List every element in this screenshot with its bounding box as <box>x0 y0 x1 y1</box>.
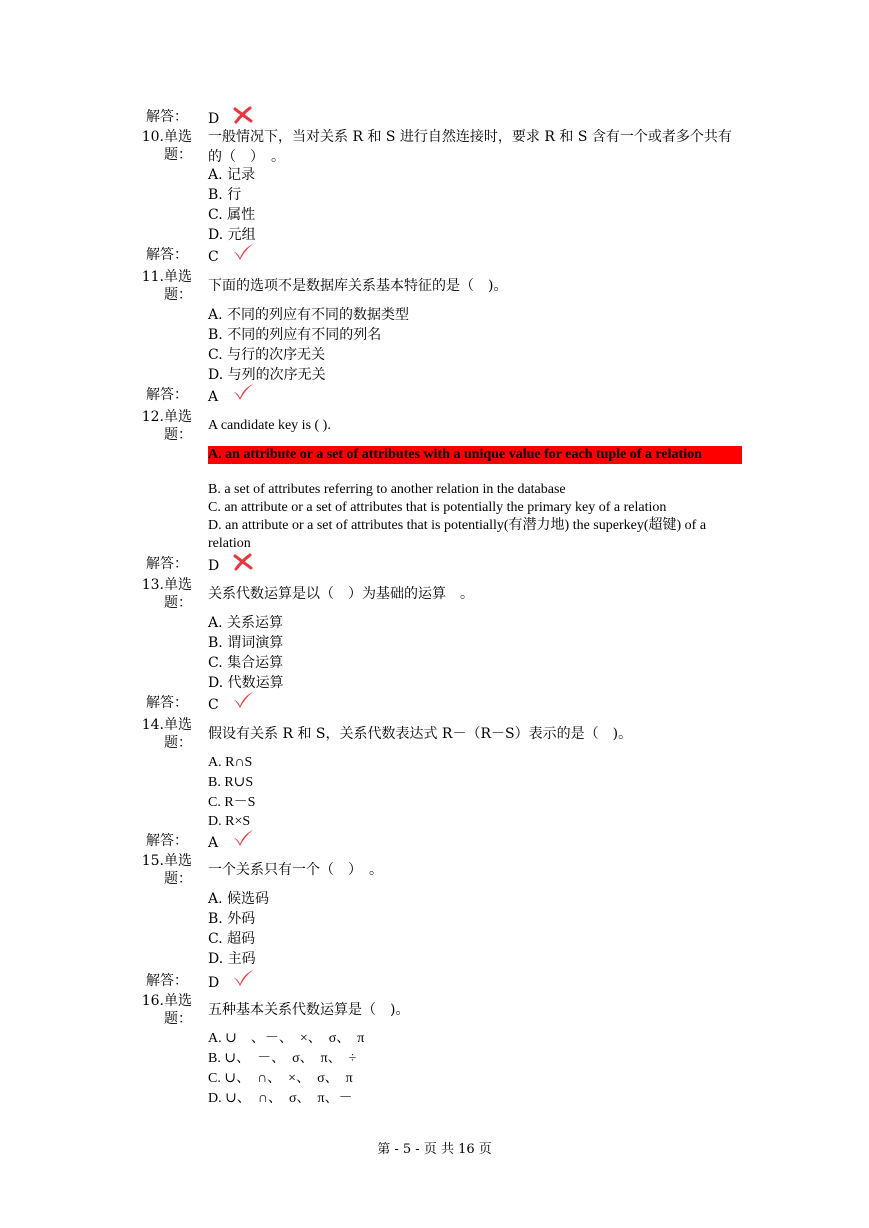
answer-value: D <box>208 975 220 991</box>
option-c: C. ∪、 ∩、 ×、 σ、 π <box>208 1071 353 1086</box>
option-c: C. R－S <box>208 795 256 810</box>
option-b: B. a set of attributes referring to another relation in the database <box>208 482 566 497</box>
check-icon <box>232 969 254 987</box>
option-a: A. ∪ 、－、 ×、 σ、 π <box>208 1031 365 1046</box>
option-d: D. an attribute or a set of attributes that is potentially(有潜力地) the superkey(超键) of a relation <box>208 518 707 551</box>
page-footer: 第 - 5 - 页 共 16 页 <box>377 1142 492 1157</box>
option-d: D. 主码 <box>208 951 256 967</box>
answer-label: 解答： <box>146 695 188 711</box>
question-text: 假设有关系 R 和 S，关系代数表达式 R－（R－S）表示的是（ )。 <box>208 726 633 742</box>
question-text: 下面的选项不是数据库关系基本特征的是（ )。 <box>208 278 508 294</box>
question-number: 16.单选 <box>141 993 192 1009</box>
option-b: B. 行 <box>208 187 242 203</box>
question-number: 11.单选 <box>141 269 192 285</box>
question-type: 题： <box>164 147 192 163</box>
question-number: 12.单选 <box>141 409 192 425</box>
option-c: C. 集合运算 <box>208 655 284 671</box>
answer-value: A <box>208 389 219 405</box>
option-b: B. 谓词演算 <box>208 635 284 651</box>
check-icon <box>232 383 254 401</box>
answer-value: A <box>208 835 219 851</box>
question-type: 题： <box>164 595 192 611</box>
check-icon <box>232 691 254 709</box>
option-a: A. 关系运算 <box>208 615 284 631</box>
option-c: C. 属性 <box>208 207 256 223</box>
question-type: 题： <box>164 871 192 887</box>
option-b: B. ∪、 －、 σ、 π、 ÷ <box>208 1051 357 1066</box>
answer-label: 解答： <box>146 387 188 403</box>
question-text: 关系代数运算是以（ ）为基础的运算 。 <box>208 586 474 602</box>
answer-value: D <box>208 558 220 574</box>
option-d: D. 元组 <box>208 227 256 243</box>
question-text: 一般情况下，当对关系 R 和 S 进行自然连接时，要求 R 和 S 含有一个或者多个共有的（ ） 。 <box>208 129 732 165</box>
question-number: 13.单选 <box>141 577 192 593</box>
option-c: C. 超码 <box>208 931 256 947</box>
cross-icon <box>232 553 254 571</box>
question-text: 一个关系只有一个（ ） 。 <box>208 862 383 878</box>
option-c: C. 与行的次序无关 <box>208 347 326 363</box>
answer-label: 解答： <box>146 973 188 989</box>
option-a: A. 候选码 <box>208 891 270 907</box>
option-a: A. 不同的列应有不同的数据类型 <box>208 307 410 323</box>
option-a: A. R∩S <box>208 755 253 770</box>
question-text: A candidate key is ( ). <box>208 418 331 433</box>
option-d: D. 与列的次序无关 <box>208 367 326 383</box>
option-b: B. 不同的列应有不同的列名 <box>208 327 382 343</box>
option-d: D. ∪、 ∩、 σ、 π、－ <box>208 1091 353 1106</box>
check-icon <box>232 829 254 847</box>
answer-value: C <box>208 697 219 713</box>
option-b: B. 外码 <box>208 911 256 927</box>
question-number: 10.单选 <box>141 129 192 145</box>
answer-value: C <box>208 249 219 265</box>
question-type: 题： <box>164 1011 192 1027</box>
question-type: 题： <box>164 287 192 303</box>
answer-value: D <box>208 111 220 127</box>
answer-label: 解答： <box>146 247 188 263</box>
option-c: C. an attribute or a set of attributes that is potentially the primary key of a relation <box>208 500 667 515</box>
answer-label: 解答： <box>146 109 188 125</box>
option-a-highlighted: A. an attribute or a set of attributes with a unique value for each tuple of a relation <box>208 446 742 464</box>
option-b: B. R∪S <box>208 775 254 790</box>
option-d: D. R×S <box>208 814 251 829</box>
question-text: 五种基本关系代数运算是（ )。 <box>208 1002 410 1018</box>
option-a: A. 记录 <box>208 167 256 183</box>
check-icon <box>232 243 254 261</box>
question-type: 题： <box>164 427 192 443</box>
answer-label: 解答： <box>146 833 188 849</box>
question-number: 14.单选 <box>141 717 192 733</box>
question-number: 15.单选 <box>141 853 192 869</box>
cross-icon <box>232 106 254 124</box>
answer-label: 解答： <box>146 556 188 572</box>
option-d: D. 代数运算 <box>208 675 284 691</box>
question-type: 题： <box>164 735 192 751</box>
